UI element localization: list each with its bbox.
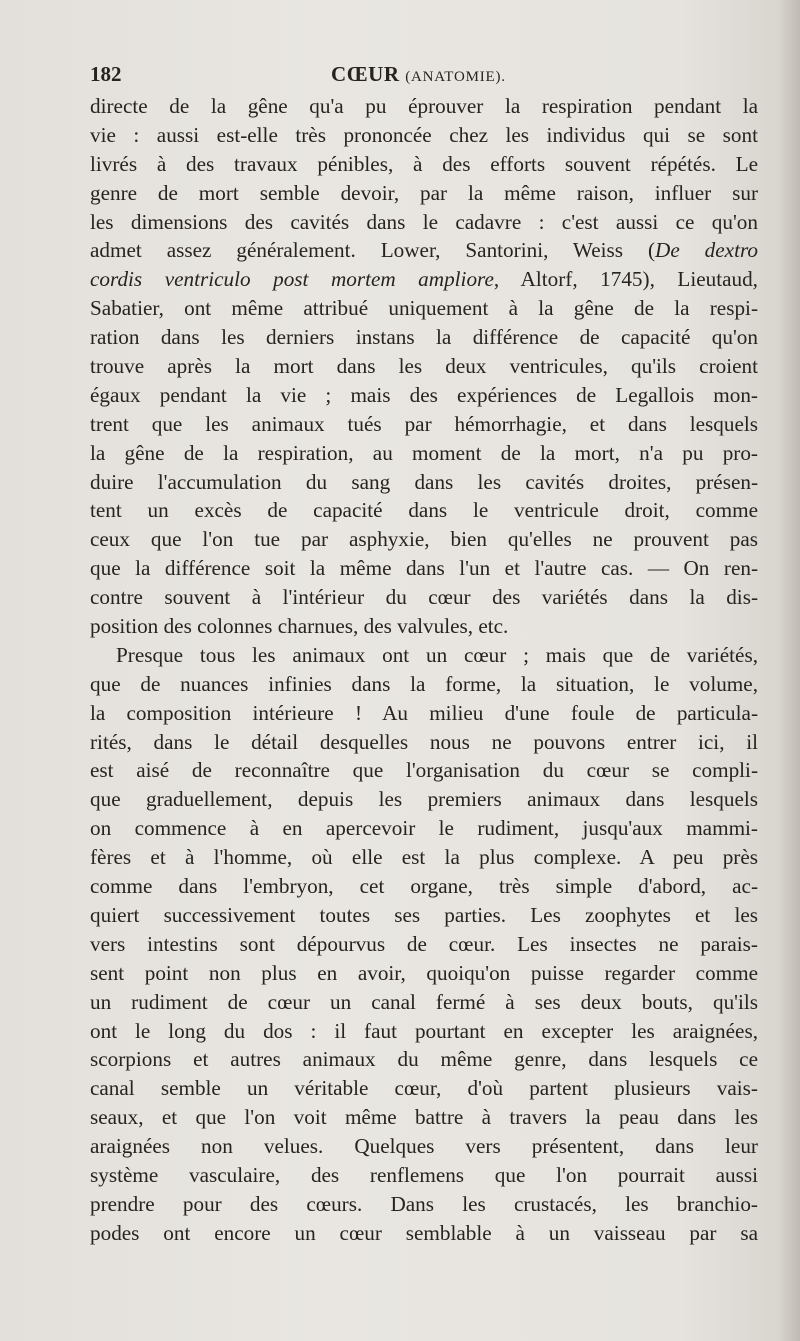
citation-title-start: De dextro [655,238,758,263]
text-line: podes ont encore un cœur semblable à un vaisseau par sa [90,1220,758,1245]
text-line: que de nuances infinies dans la forme, la situation, le volume, [90,671,758,696]
text-line: comme dans l'embryon, cet organe, très simple d'abord, ac- [90,874,758,899]
text-line: fères et à l'homme, où elle est la plus complexe. A peu près [90,845,758,870]
text-line: genre de mort semble devoir, par la même raison, influer sur [90,180,758,205]
page-number: 182 [90,62,122,86]
text-line: vie : aussi est-elle très prononcée chez les individus qui se sont [90,122,758,147]
text-line: vers intestins sont dépourvus de cœur. Les insectes ne parais- [90,931,758,956]
citation-title-end: cordis ventriculo post mortem ampliore [90,267,494,292]
text-line: système vasculaire, des renflemens que l'on pourrait aussi [90,1162,758,1187]
text-line: trent que les animaux tués par hémorrhagie, et dans lesquels [90,411,758,436]
text-line: canal semble un véritable cœur, d'où partent plusieurs vais- [90,1076,758,1101]
text-line: que graduellement, depuis les premiers animaux dans lesquels [90,787,758,812]
text-line: on commence à en apercevoir le rudiment, jusqu'aux mammi- [90,816,758,841]
text-line: la composition intérieure ! Au milieu d'une foule de particula- [90,700,758,725]
text-line: que la différence soit la même dans l'un et l'autre cas. — On ren- [90,556,758,581]
text-line: directe de la gêne qu'a pu éprouver la respiration pendant la [90,94,758,118]
text-line: les dimensions des cavités dans le cadavre : c'est aussi ce qu'on [90,209,758,234]
text-line-roman: admet assez généralement. Lower, Santorini, Weiss ( [90,238,656,263]
running-subtitle: (ANATOMIE). [405,69,506,85]
body-text [90,92,758,1248]
page-edge-shadow [778,0,800,1341]
text-line: ration dans les derniers instans la différence de capacité qu'on [90,325,758,350]
text-line: seaux, et que l'on voit même battre à travers la peau dans les [90,1105,758,1130]
paragraph-start-line: Presque tous les animaux ont un cœur ; mais que de variétés, [116,642,758,667]
text-line: position des colonnes charnues, des valvules, etc. [90,614,509,639]
page-header [90,62,730,94]
text-line-roman: , Altorf, 1745), Lieutaud, [493,267,758,292]
text-line [90,236,758,265]
text-line: araignées non velues. Quelques vers présentent, dans leur [90,1134,758,1159]
running-head [331,62,506,87]
text-line: livrés à des travaux pénibles, à des efforts souvent répétés. Le [90,151,758,176]
text-line: rités, dans le détail desquelles nous ne pouvons entrer ici, il [90,729,758,754]
text-line: trouve après la mort dans les deux ventricules, qu'ils croient [90,354,758,379]
running-title: CŒUR [331,62,400,86]
text-line: prendre pour des cœurs. Dans les crustacés, les branchio- [90,1191,758,1216]
text-line: sent point non plus en avoir, quoiqu'on puisse regarder comme [90,960,758,985]
text-line: est aisé de reconnaître que l'organisation du cœur se compli- [90,758,758,783]
text-line: un rudiment de cœur un canal fermé à ses deux bouts, qu'ils [90,989,758,1014]
text-line: Sabatier, ont même attribué uniquement à la gêne de la respi- [90,296,758,321]
text-line: quiert successivement toutes ses parties. Les zoophytes et les [90,902,758,927]
text-line: scorpions et autres animaux du même genre, dans lesquels ce [90,1047,758,1072]
text-line: duire l'accumulation du sang dans les cavités droites, présen- [90,469,758,494]
text-line: ceux que l'on tue par asphyxie, bien qu'elles ne prouvent pas [90,527,758,552]
text-line: égaux pendant la vie ; mais des expériences de Legallois mon- [90,382,758,407]
text-line: tent un excès de capacité dans le ventricule droit, comme [90,498,758,523]
text-line [90,265,758,294]
text-line: ont le long du dos : il faut pourtant en excepter les araignées, [90,1018,758,1043]
text-line: la gêne de la respiration, au moment de la mort, n'a pu pro- [90,440,758,465]
text-line: contre souvent à l'intérieur du cœur des variétés dans la dis- [90,585,758,610]
